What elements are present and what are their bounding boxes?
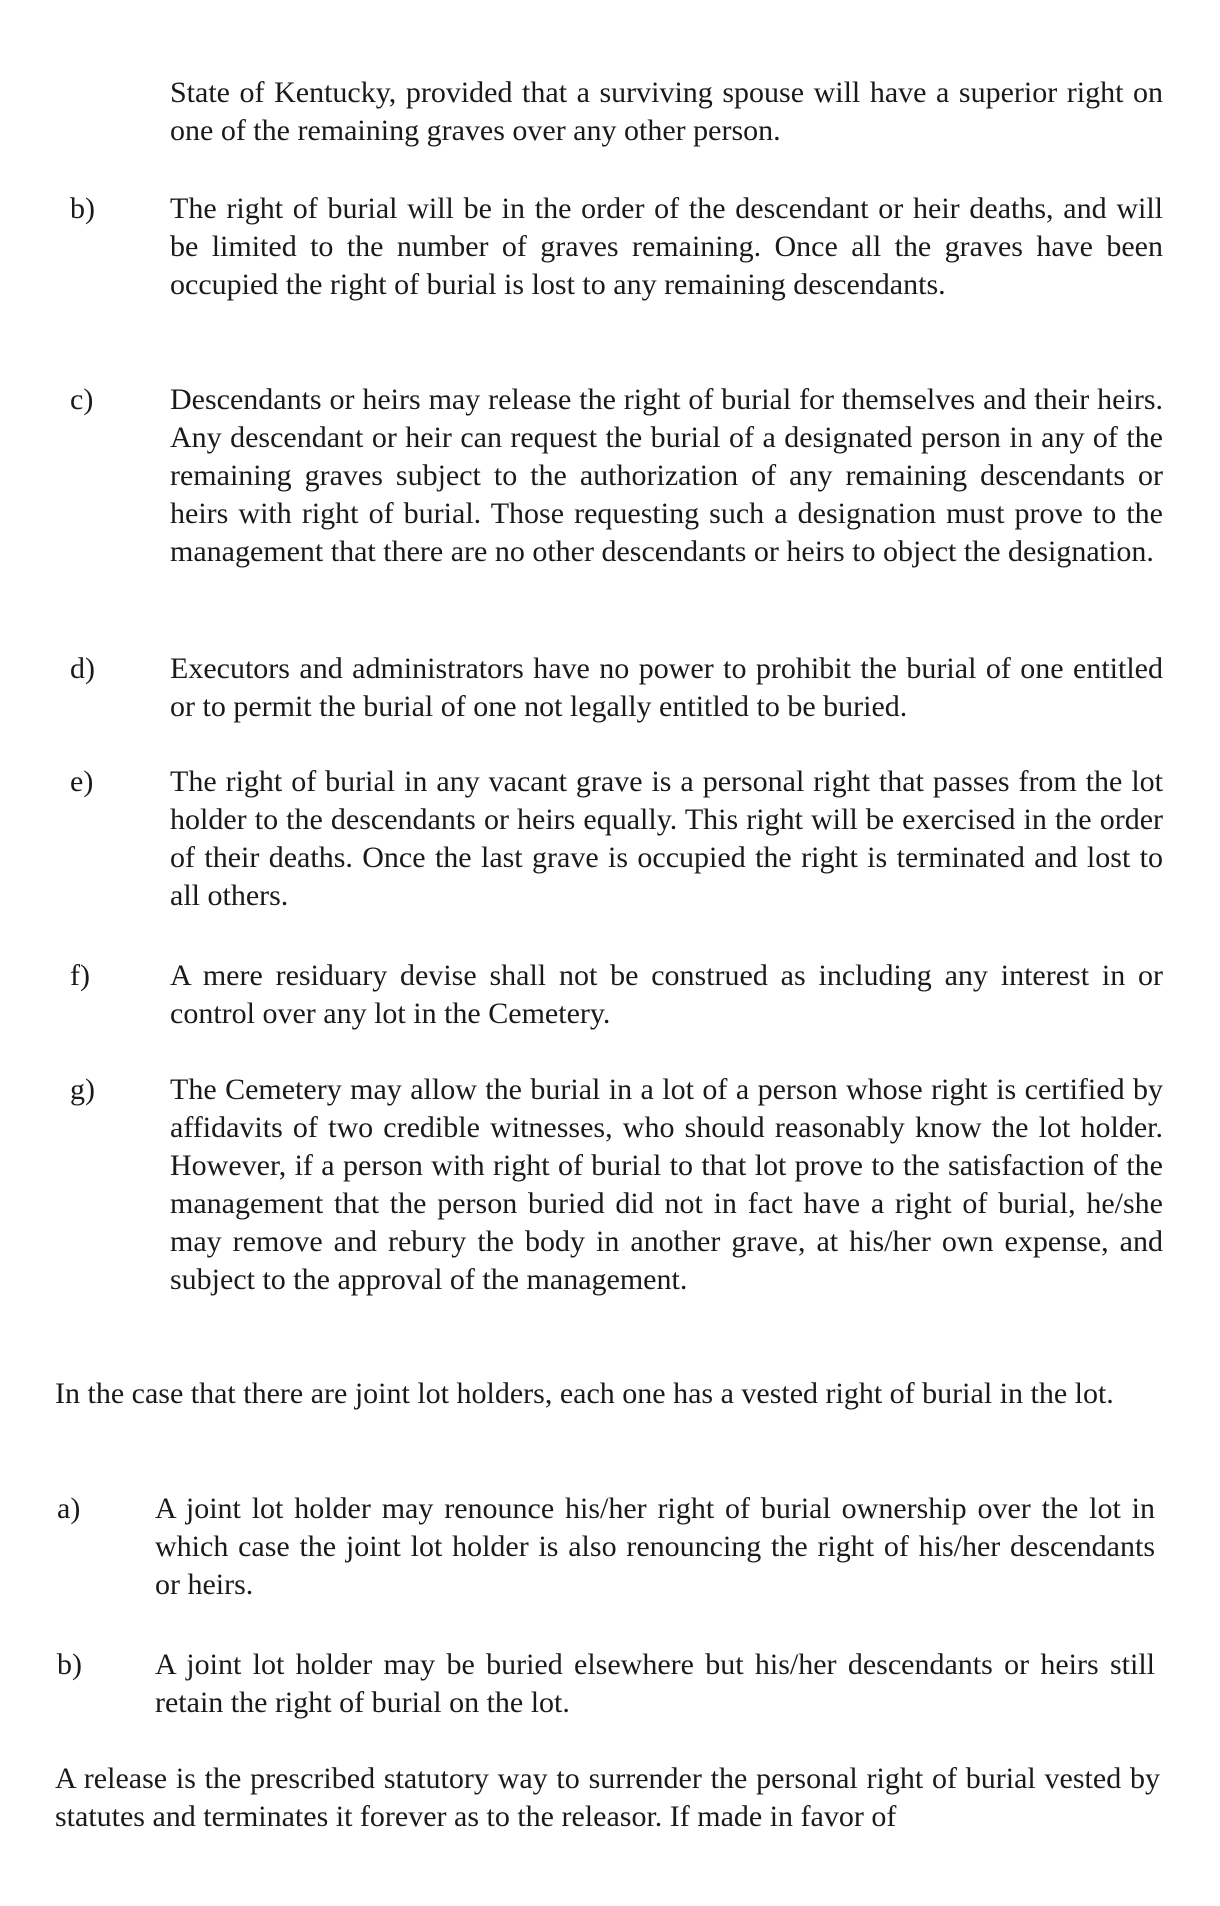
- item-letter-c: c): [70, 383, 94, 416]
- joint-item-text-a: A joint lot holder may renounce his/her right of burial ownership over the lot in which case the joint lot holder is also renouncing the right of his/her descendants or heirs.: [155, 1492, 1155, 1601]
- item-text-d: Executors and administrators have no power to prohibit the burial of one entitled or to permit the burial of one not legally entitled to be buried.: [170, 652, 1163, 723]
- item-text-e: The right of burial in any vacant grave is a personal right that passes from the lot holder to the descendants or heirs equally. This right will be exercised in the order of their deaths. Once the last grave is occupied the right is terminated and lost to all others.: [170, 765, 1163, 912]
- item-text-g: The Cemetery may allow the burial in a lot of a person whose right is certified by affidavits of two credible witnesses, who should reasonably know the lot holder. However, if a person with right of burial to that lot prove to the satisfaction of the management that the person buried did not in fact have a right of burial, he/she may remove and rebury the body in another grave, at his/her own expense, and subject to the approval of the management.: [170, 1073, 1163, 1296]
- item-letter-g: g): [70, 1073, 95, 1106]
- item-letter-d: d): [70, 652, 95, 685]
- item-text-f: A mere residuary devise shall not be construed as including any interest in or control over any lot in the Cemetery.: [170, 959, 1163, 1030]
- joint-item-letter-a: a): [57, 1492, 81, 1525]
- item-text-c: Descendants or heirs may release the right of burial for themselves and their heirs. Any descendant or heir can request the burial of a designated person in any of the remaining graves subject to the authorization of any remaining descendants or heirs with right of burial. Those requesting such a designation must prove to the management that there are no other descendants or heirs to object the designation.: [170, 383, 1163, 568]
- release-paragraph: A release is the prescribed statutory way to surrender the personal right of burial vested by statutes and terminates it forever as to the releasor. If made in favor of: [55, 1762, 1160, 1833]
- item-letter-b: b): [70, 192, 95, 225]
- joint-holders-paragraph: In the case that there are joint lot holders, each one has a vested right of burial in the lot.: [55, 1377, 1114, 1410]
- continuation-text: State of Kentucky, provided that a surviving spouse will have a superior right on one of the remaining graves over any other person.: [170, 76, 1163, 147]
- item-letter-f: f): [70, 959, 90, 992]
- item-letter-e: e): [70, 765, 94, 798]
- joint-item-letter-b: b): [57, 1648, 82, 1681]
- joint-item-text-b: A joint lot holder may be buried elsewhere but his/her descendants or heirs still retain the right of burial on the lot.: [155, 1648, 1155, 1719]
- item-text-b: The right of burial will be in the order of the descendant or heir deaths, and will be limited to the number of graves remaining. Once all the graves have been occupied the right of burial is lost to any remaining descendants.: [170, 192, 1163, 301]
